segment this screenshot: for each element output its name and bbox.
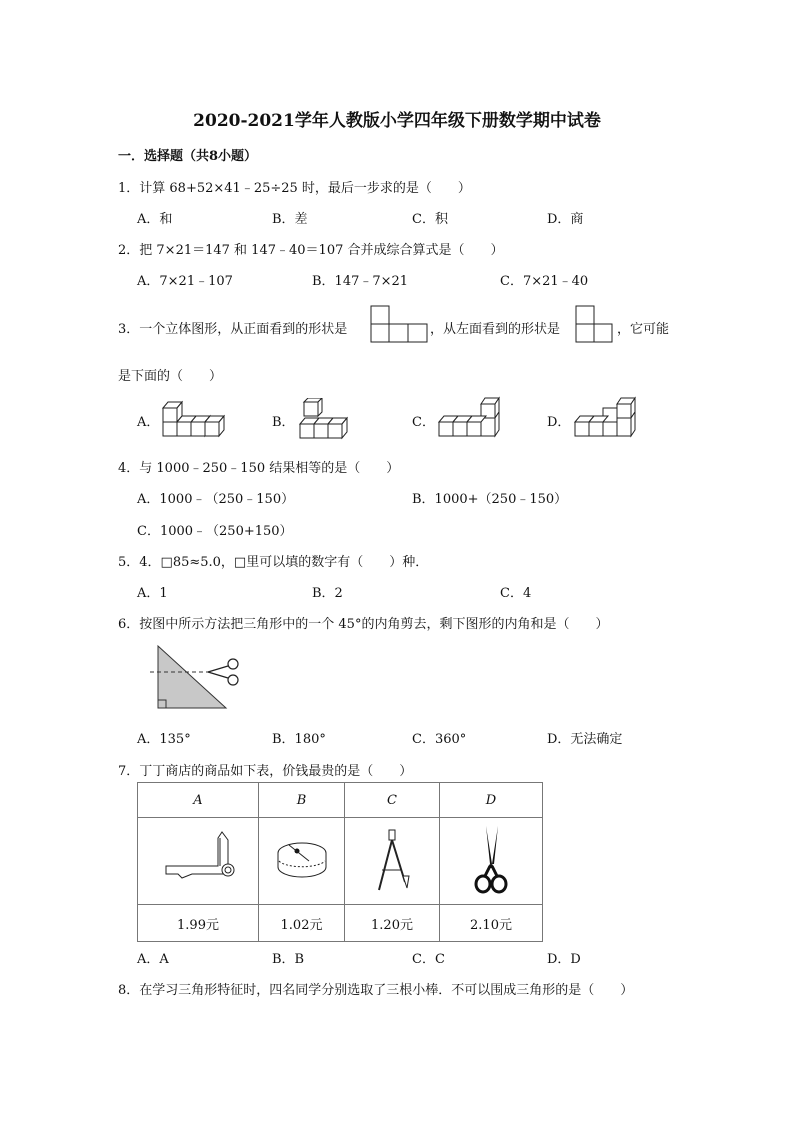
q2-option-a[interactable]: A．7×21﹣107 [137, 274, 233, 289]
q3-option-c[interactable]: C． [412, 415, 435, 430]
table-cell [259, 818, 345, 905]
question-3-stem-d: 是下面的（ ） [118, 369, 223, 384]
q1-option-a[interactable]: A．和 [137, 212, 173, 227]
question-2-stem: 2．把 7×21＝147 和 147﹣40＝107 合并成综合算式是（ ） [118, 243, 504, 258]
q2-option-b[interactable]: B．147﹣7×21 [312, 274, 409, 289]
q7-option-c[interactable]: C．C [412, 952, 445, 967]
page-title: 2020-2021学年人教版小学四年级下册数学期中试卷 [193, 111, 601, 131]
question-8-stem: 8．在学习三角形特征时，四名同学分别选取了三根小棒．不可以围成三角形的是（ ） [118, 983, 634, 998]
scissors-icon [208, 659, 238, 685]
q7-option-b[interactable]: B．B [272, 952, 305, 967]
q3-option-d-cubes [573, 396, 639, 440]
q6-option-c[interactable]: C．360° [412, 732, 467, 747]
q1-option-b[interactable]: B．差 [272, 212, 308, 227]
question-3-stem-b: ，从左面看到的形状是 [430, 322, 561, 337]
question-1-stem: 1．计算 68+52×41﹣25÷25 时，最后一步求的是（ ） [118, 181, 471, 196]
q4-option-b[interactable]: B．1000+（250﹣150） [412, 492, 568, 507]
table-cell: 1.02元 [259, 905, 345, 942]
q4-option-a[interactable]: A．1000﹣（250﹣150） [137, 492, 295, 507]
question-5-stem: 5．4．□85≈5.0，□里可以填的数字有（ ）种． [118, 555, 429, 570]
q3-option-b-cubes [298, 398, 354, 440]
protractor-tape-icon [267, 831, 337, 891]
question-7-stem: 7．丁丁商店的商品如下表，价钱最贵的是（ ） [118, 764, 413, 779]
table-cell [440, 818, 543, 905]
table-cell [345, 818, 440, 905]
scissors-icon [466, 824, 516, 898]
q4-option-c[interactable]: C．1000﹣（250+150） [137, 524, 293, 539]
question-3-stem-c: ，它可能 [617, 322, 670, 337]
question-4-stem: 4．与 1000﹣250﹣150 结果相等的是（ ） [118, 461, 400, 476]
q6-option-a[interactable]: A．135° [137, 732, 191, 747]
q5-option-a[interactable]: A．1 [137, 586, 168, 601]
q7-option-d[interactable]: D．D [547, 952, 581, 967]
question-3-stem-a: 3．一个立体图形，从正面看到的形状是 [118, 322, 348, 337]
compass-icon [367, 826, 417, 896]
q3-option-d[interactable]: D． [547, 415, 571, 430]
table-header: A [138, 783, 259, 818]
q1-option-d[interactable]: D．商 [547, 212, 584, 227]
set-square-ruler-icon [148, 826, 248, 896]
table-cell [138, 818, 259, 905]
q5-option-c[interactable]: C．4 [500, 586, 532, 601]
table-cell: 2.10元 [440, 905, 543, 942]
q5-option-b[interactable]: B．2 [312, 586, 343, 601]
question-6-stem: 6．按图中所示方法把三角形中的一个 45°的内角剪去，剩下图形的内角和是（ ） [118, 617, 609, 632]
q6-option-b[interactable]: B．180° [272, 732, 326, 747]
table-cell: 1.99元 [138, 905, 259, 942]
table-cell: 1.20元 [345, 905, 440, 942]
q1-option-c[interactable]: C．积 [412, 212, 448, 227]
goods-price-table [137, 782, 543, 942]
table-header: D [440, 783, 543, 818]
table-header: C [345, 783, 440, 818]
left-view-figure [575, 305, 615, 343]
front-view-figure [370, 305, 430, 343]
table-header: B [259, 783, 345, 818]
q7-option-a[interactable]: A．A [137, 952, 169, 967]
q3-option-a[interactable]: A． [137, 415, 160, 430]
section-heading: 一．选择题（共8小题） [118, 149, 258, 164]
q6-option-d[interactable]: D．无法确定 [547, 732, 623, 747]
q3-option-a-cubes [160, 398, 226, 440]
q3-option-b[interactable]: B． [272, 415, 295, 430]
q2-option-c[interactable]: C．7×21﹣40 [500, 274, 589, 289]
q3-option-c-cubes [437, 396, 503, 440]
triangle-cut-figure [150, 642, 245, 712]
